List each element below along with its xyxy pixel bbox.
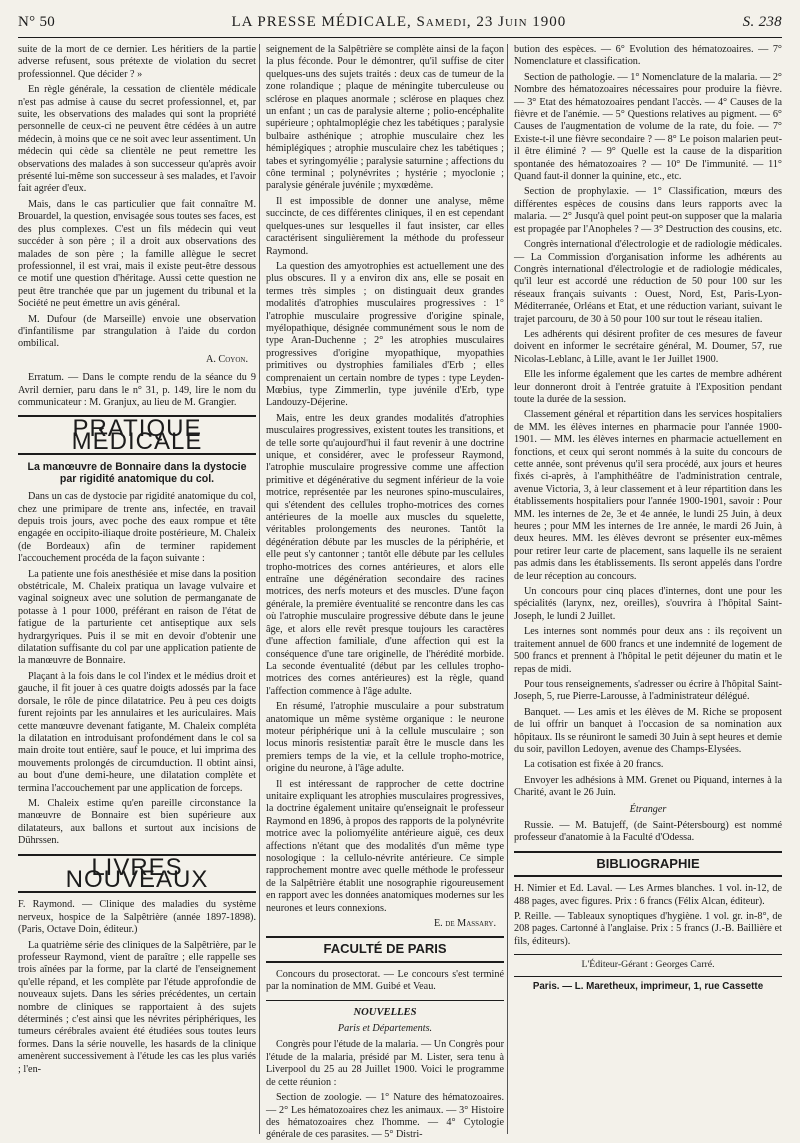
- article-title: La manœuvre de Bonnaire dans la dystocie par rigidité anatomique du col.: [27, 461, 247, 486]
- journal-title: LA PRESSE MÉDICALE, Samedi, 23 Juin 1900: [231, 14, 567, 30]
- paragraph: Envoyer les adhésions à MM. Grenet ou Piquand, internes à la Charité, avant le 26 Juin.: [514, 774, 782, 799]
- paragraph: Mais, entre les deux grandes modalités d'atrophies musculaires progressives, existent toutes les transitions, et de telle sorte qu'aujourd'hui il faut revenir à une doctrine unique, et considérer, avec le professeur Raymond, l'atrophie musculaire progressive comme une affection primitive et dégénérative du segment inférieur de la voie motrice, représentée par les neurones spino-musculaires, qui s'étendent des cellules tropho-motrices des cornes antérieures de la moelle aux muscles du squelette, véritables prolongements des neurones. Tantôt la dégénération débute par les muscles de la périphérie, et elle peut s'y cantonner ; tantôt elle débute par les cellules tropho-motrices des cornes antérieures, et alors elle entraîne une dégénération secondaire des racines motrices, des nerfs moteurs et des muscles. D'une façon générale, la première éventualité se rencontre dans les cas où l'atrophie musculaire progressive débute dans le jeune âge, et alors elle revêt presque toujours les caractères d'une affection familiale, d'une affection qui est la conséquence d'une tare originelle, de l'hérédité morbide. La seconde éventualité (début par les cellules tropho-motrices des cornes antérieures) est la règle, quand l'affection commence à l'âge adulte.: [266, 412, 504, 697]
- footer: [514, 954, 782, 993]
- paragraph: Plaçant à la fois dans le col l'index et le médius droit et gauche, il fit jouer à ces quatre doigts adossés par la face dorsale, le rôle de pince dilatatrice. Peu à peu ces doigts furent rejoints par les annulaires et les auriculaires. Mais cette manœuvre devenant fatigante, M. Chaleix compléta la dilatation en introduisant profondément dans le col sa main droite tout entière, sauf le pouce, et lui imprima des mouvements prolongés de circumduction. Il obtint ainsi, au bout d'une demi-heure, une dilatation complète et termina l'accouchement par une application de forceps.: [18, 670, 256, 794]
- editor-line: L'Éditeur-Gérant : Georges Carré.: [581, 959, 715, 971]
- paragraph: Les internes sont nommés pour deux ans : ils reçoivent un traitement annuel de 600 francs et une indemnité de logement de 500 francs et prennent à l'hôpital le petit déjeuner du matin et le repas de midi.: [514, 626, 782, 675]
- page-number: S. 238: [742, 14, 782, 30]
- section-title-nouvelles: NOUVELLES: [353, 1006, 417, 1018]
- masthead: [18, 14, 782, 36]
- subsection-title: Étranger: [629, 803, 667, 815]
- column-2: [266, 44, 504, 1141]
- column-1: [18, 44, 256, 1134]
- paragraph: M. Chaleix estime qu'en pareille circonstance la manœuvre de Bonnaire est bien supérieure aux dilatateurs, aux ballons et surtout aux incisions de Dührssen.: [18, 797, 256, 847]
- paragraph: Congrès international d'électrologie et de radiologie médicales. — La Commission d'organisation informe les adhérents au Congrès international d'électrologie et de radiologie médicales, qu'il leur est accordé une réduction de 50 pour 100 sur les réseaux français suivants : Ouest, Nord, Est, Paris-Lyon-Méditerranée, Orléans et Etat, et une réduction variant, suivant le trajet parcouru, de 30 à 50 pour 100 sur tout le réseau italien.: [514, 239, 782, 325]
- paragraph: Concours du prosectorat. — Le concours s'est terminé par la nomination de MM. Guibé et Veau.: [266, 968, 504, 993]
- paragraph: En résumé, l'atrophie musculaire a pour substratum anatomique un même système organique : le neurone moteur périphérique uni à la cellule musculaire ; son locus minoris resistentiæ paraît être le muscle dans les premiers temps de la vie, et la cellule tropho-motrice, origine du neurone, à l'âge adulte.: [266, 701, 504, 775]
- paragraph: La question des amyotrophies est actuellement une des plus obscures. Il y a environ dix ans, elle se posait en termes très simples ; on distinguait deux grandes modalités d'atrophies musculaires progressives : 1° l'atrophie musculaire progressive d'origine spinale, myélopathique, désignée communément sous le nom de type Aran-Duchenne ; 2° les atrophies musculaires progressives d'origine myopathique, myopathies primitives ou dystrophies familiales d'Erb ; elles comprenaient un certain nombre de types : type Leyden-Mœbius, type Zimmerlin, type juvénile d'Erb, type Landouzy-Déjerine.: [266, 260, 504, 409]
- paragraph: suite de la mort de ce dernier. Les héritiers de la partie adverse refusent, sous prétexte de violation du secret professionnel. Que décider ? »: [18, 44, 256, 80]
- section-title-faculte: FACULTÉ DE PARIS: [266, 936, 504, 962]
- section-title-pratique: PRATIQUE MÉDICALE: [18, 415, 256, 455]
- paragraph: bution des espèces. — 6° Evolution des hématozoaires. — 7° Nomenclature et classification.: [514, 44, 782, 68]
- paragraph: Section de prophylaxie. — 1° Classification, mœurs des différentes espèces de cousins dans leurs rapports avec la malaria. — 2° Jusqu'à quel point peut-on supposer que la malaria est propagée par l'Anopheles ? — 3° Destruction des cousins, etc.: [514, 186, 782, 235]
- section-title-livres: LIVRES NOUVEAUX: [18, 854, 256, 894]
- book-entry: P. Reille. — Tableaux synoptiques d'hygiène. 1 vol. gr. in-8°, de 208 pages. Cartonné à l'anglaise. Prix : 5 francs (J.-B. Baillière et fils, éditeurs).: [514, 911, 782, 947]
- paragraph: Dans un cas de dystocie par rigidité anatomique du col, chez une primipare de trente ans, infectée, en travail depuis trois jours, avec poche des eaux rompue et tête engagée en occipito-iliaque droite postérieure, M. Chaleix (de Bordeaux) afin de terminer rapidement l'accouchement procéda de la façon suivante :: [18, 491, 256, 565]
- header-rule: [18, 37, 782, 38]
- paragraph: Elle les informe également que les cartes de membre adhérent leur donneront droit à l'entrée gratuite à l'Exposition pendant toute la durée de la session.: [514, 369, 782, 405]
- divider: [514, 976, 782, 977]
- paragraph: Congrès pour l'étude de la malaria. — Un Congrès pour l'étude de la malaria, présidé par M. Lister, sera tenu à Liverpool du 25 au 28 Juillet 1900. Voici le programme de cette réunion :: [266, 1039, 504, 1088]
- paragraph: Banquet. — Les amis et les élèves de M. Riche se proposent de lui offrir un banquet à l'occasion de sa nomination aux hôpitaux. Ils se réuniront le samedi 30 Juin à sept heures et demie du soir, pavillon Ledoyen, avenue des Champs-Elysées.: [514, 706, 782, 755]
- signature: A. Coyon.: [205, 353, 248, 365]
- printer-line: Paris. — L. Maretheux, imprimeur, 1, rue Cassette: [532, 980, 764, 992]
- paragraph: En règle générale, la cessation de clientèle médicale n'est pas admise à cause du secret professionnel, et, par suite, les observations des malades qui sont la propriété personnelle de ceux-ci ne peuvent être cédées à un autre médecin, à moins que ce ne soit avec leur assentiment. Un médecin qui cède sa clientèle ne peut remettre les observations des malades à son successeur qu'après avoir présenté lui-même son successeur à ses malades, et l'avoir fait agréer d'eux.: [18, 84, 256, 195]
- paragraph: Russie. — M. Batujeff, (de Saint-Pétersbourg) est nommé professeur d'anatomie à la Faculté d'Odessa.: [514, 819, 782, 844]
- paragraph: Un concours pour cinq places d'internes, dont une pour les spécialités (larynx, nez, oreilles), s'ouvrira à l'hôpital Saint-Joseph, le lundi 2 Juillet.: [514, 586, 782, 622]
- divider: [514, 954, 782, 955]
- section-title-bibliographie: BIBLIOGRAPHIE: [514, 851, 782, 877]
- paragraph: Classement général et répartition dans les services hospitaliers de MM. les élèves internes en pharmacie pour l'année 1900-1901. — MM. les élèves internes en pharmacie actuellement en fonctions, et ceux qui seront nommés à la suite du concours de cette année, sont prévenus qu'il sera procédé, aux jours et heures fixés ci-après, à l'amphithéâtre de l'administration centrale, avenue Victoria, 3, à leur classement et à leur répartition dans les établissements hospitaliers pour l'année 1900-1901, savoir : Pour MM. les internes de 2e, 3e et 4e année, le lundi 25 Juin, à deux heures ; pour MM les internes de 1re année, le mardi 26 Juin, à deux heures. MM. les élèves devront se présenter eux-mêmes pour retirer leur carte de placement, sans laquelle ils ne seraient pas admis dans les établissements. Ils seront appelés dans l'ordre de leur réception au concours.: [514, 409, 782, 582]
- paragraph: Pour tous renseignements, s'adresser ou écrire à l'hôpital Saint-Joseph, 5, rue Pierre-Larousse, à l'administrateur délégué.: [514, 678, 782, 703]
- paragraph: Il est intéressant de rapprocher de cette doctrine unitaire expliquant les atrophies musculaires progressives, la doctrine également unitaire qu'enseignait le professeur Raymond en 1896, à propos des rapports de la polynévrite motrice avec la poliomyélite antérieure aiguë, ces deux affections n'étant que des modalités d'un même type nosologique : la cellulo-névrite antérieure. Ce simple rapprochement montre avec quelle méthode le professeur de la Salpêtrière établit une nosographie rigoureusement en rapport avec les données anatomiques modernes sur les neurones et leurs connexions.: [266, 778, 504, 914]
- paragraph: Il est impossible de donner une analyse, même succincte, de ces différentes cliniques, il en est cependant quelques-unes sur lesquelles il faut insister, car elles caractérisent singulièrement la méthode du professeur Raymond.: [266, 195, 504, 257]
- paragraph: Section de pathologie. — 1° Nomenclature de la malaria. — 2° Nombre des hématozoaires nécessaires pour produire la fièvre. — 3° Etat des hématozoaires pendant l'accès. — 4° Causes de la fièvre et de l'anémie. — 5° Questions relatives au pigment. — 6° Causes de l'augmentation de volume de la rate, du foie. — 7° Existe-t-il une fièvre secondaire ? — 8° Le poison malarien peut-il être éliminé ? — 9° Quelle est la cause de la disparition spontanée des hématozoaires ? — 10° De l'immunité. — 11° Quand faut-il donner la quinine, etc., etc.: [514, 71, 782, 183]
- book-entry: F. Raymond. — Clinique des maladies du système nerveux, hospice de la Salpêtrière (année 1897-1898). (Paris, Octave Doin, éditeur.): [18, 899, 256, 936]
- divider: [266, 1000, 504, 1001]
- paragraph: seignement de la Salpêtrière se complète ainsi de la façon la plus féconde. Pour le démontrer, qu'il suffise de citer quelques-uns des sujets traités : deux cas de tumeur de la zone rolandique ; plaque de méningite tuberculeuse ou sclérose en plaques anormale ; sclérose en plaques chez un enfant ; un cas de paralysie alterne ; polio-encéphalite supérieure ; ophtalmoplégie chez les tabétiques ; paralysie bulbaire asthénique ; atrophie musculaire chez les hémiplégiques ; atrophie musculaire chez les tabétiques ; tabes et syringomyélie ; paralysie saturnine ; affections du cône terminal ; polynévrites ; hystérie ; myoclonie ; paralysie générale juvénile ; myxœdème.: [266, 44, 504, 192]
- paragraph: La cotisation est fixée à 20 francs.: [524, 759, 664, 771]
- paragraph: Mais, dans le cas particulier que fait connaître M. Brouardel, la question, envisagée sous toutes ses faces, est des plus complexes. C'est un fils médecin qui veut succéder à son père ; il a droit aux observations des malades de son père ; la famille allègue le secret professionnel, il est vrai, mais il existe peut-être dessous ce motif une question d'héritage. Aussi cette question ne peut être tranchée que par un jugement du tribunal et la Société ne peut émettre un avis général.: [18, 198, 256, 310]
- paragraph: La quatrième série des cliniques de la Salpêtrière, par le professeur Raymond, vient de paraître ; elle rappelle ses trois aînées par la forme, par la clarté de l'enseignement qu'elle répand, et les complète par l'étude approfondie de nouveaux sujets. Dans les séries précédentes, un certain nombre de cliniques se rapportaient à des sujets déterminés ; c'est ainsi que les névrites périphériques, les tumeurs cérébrales avaient été étudiées sous toutes leurs formes. Dans la série nouvelle, les hasards de la clinique amenèrent successivement à l'étude les cas les plus variés ; l'en-: [18, 939, 256, 1075]
- column-divider: [507, 44, 508, 1134]
- signature: E. de Massary.: [433, 918, 496, 930]
- subsection-title: Paris et Départements.: [337, 1023, 433, 1035]
- erratum: Erratum. — Dans le compte rendu de la séance du 9 Avril dernier, paru dans le n° 31, p. 149, lire le nom du communicateur : M. Granjux, au lieu de M. Grangier.: [18, 372, 256, 408]
- book-entry: H. Nimier et Ed. Laval. — Les Armes blanches. 1 vol. in-12, de 488 pages, avec figures. Prix : 6 francs (Félix Alcan, éditeur).: [514, 883, 782, 907]
- paragraph: Section de zoologie. — 1° Nature des hématozoaires. — 2° Les hématozoaires chez les animaux. — 3° Histoire des hématozoaires chez l'homme. — 4° Cytologie générale de ces parasites. — 5° Distri-: [266, 1092, 504, 1141]
- paragraph: La patiente une fois anesthésiée et mise dans la position obstétricale, M. Chaleix pratiqua un lavage vulvaire et vaginal soigneux avec une solution de permanganate de potasse à 1 pour 1000, préférant en raison de l'état de fatigue de la parturiente cet antiseptique aux sels hydrargyriques. Puis il se mit en devoir d'obtenir une dilatation suffisante du col par une application patiente de la manœuvre de Bonnaire.: [18, 568, 256, 667]
- column-3: [514, 44, 782, 1134]
- paragraph: Les adhérents qui désirent profiter de ces mesures de faveur doivent en informer le secrétaire général, M. Doumer, 57, rue Nicolas-Leblanc, à Lille, avant le 1er Juillet 1900.: [514, 328, 782, 365]
- issue-number: N° 50: [18, 14, 56, 30]
- paragraph: M. Dufour (de Marseille) envoie une observation d'infantilisme par strangulation à l'aide du cordon ombilical.: [18, 313, 256, 350]
- column-divider: [259, 44, 260, 1134]
